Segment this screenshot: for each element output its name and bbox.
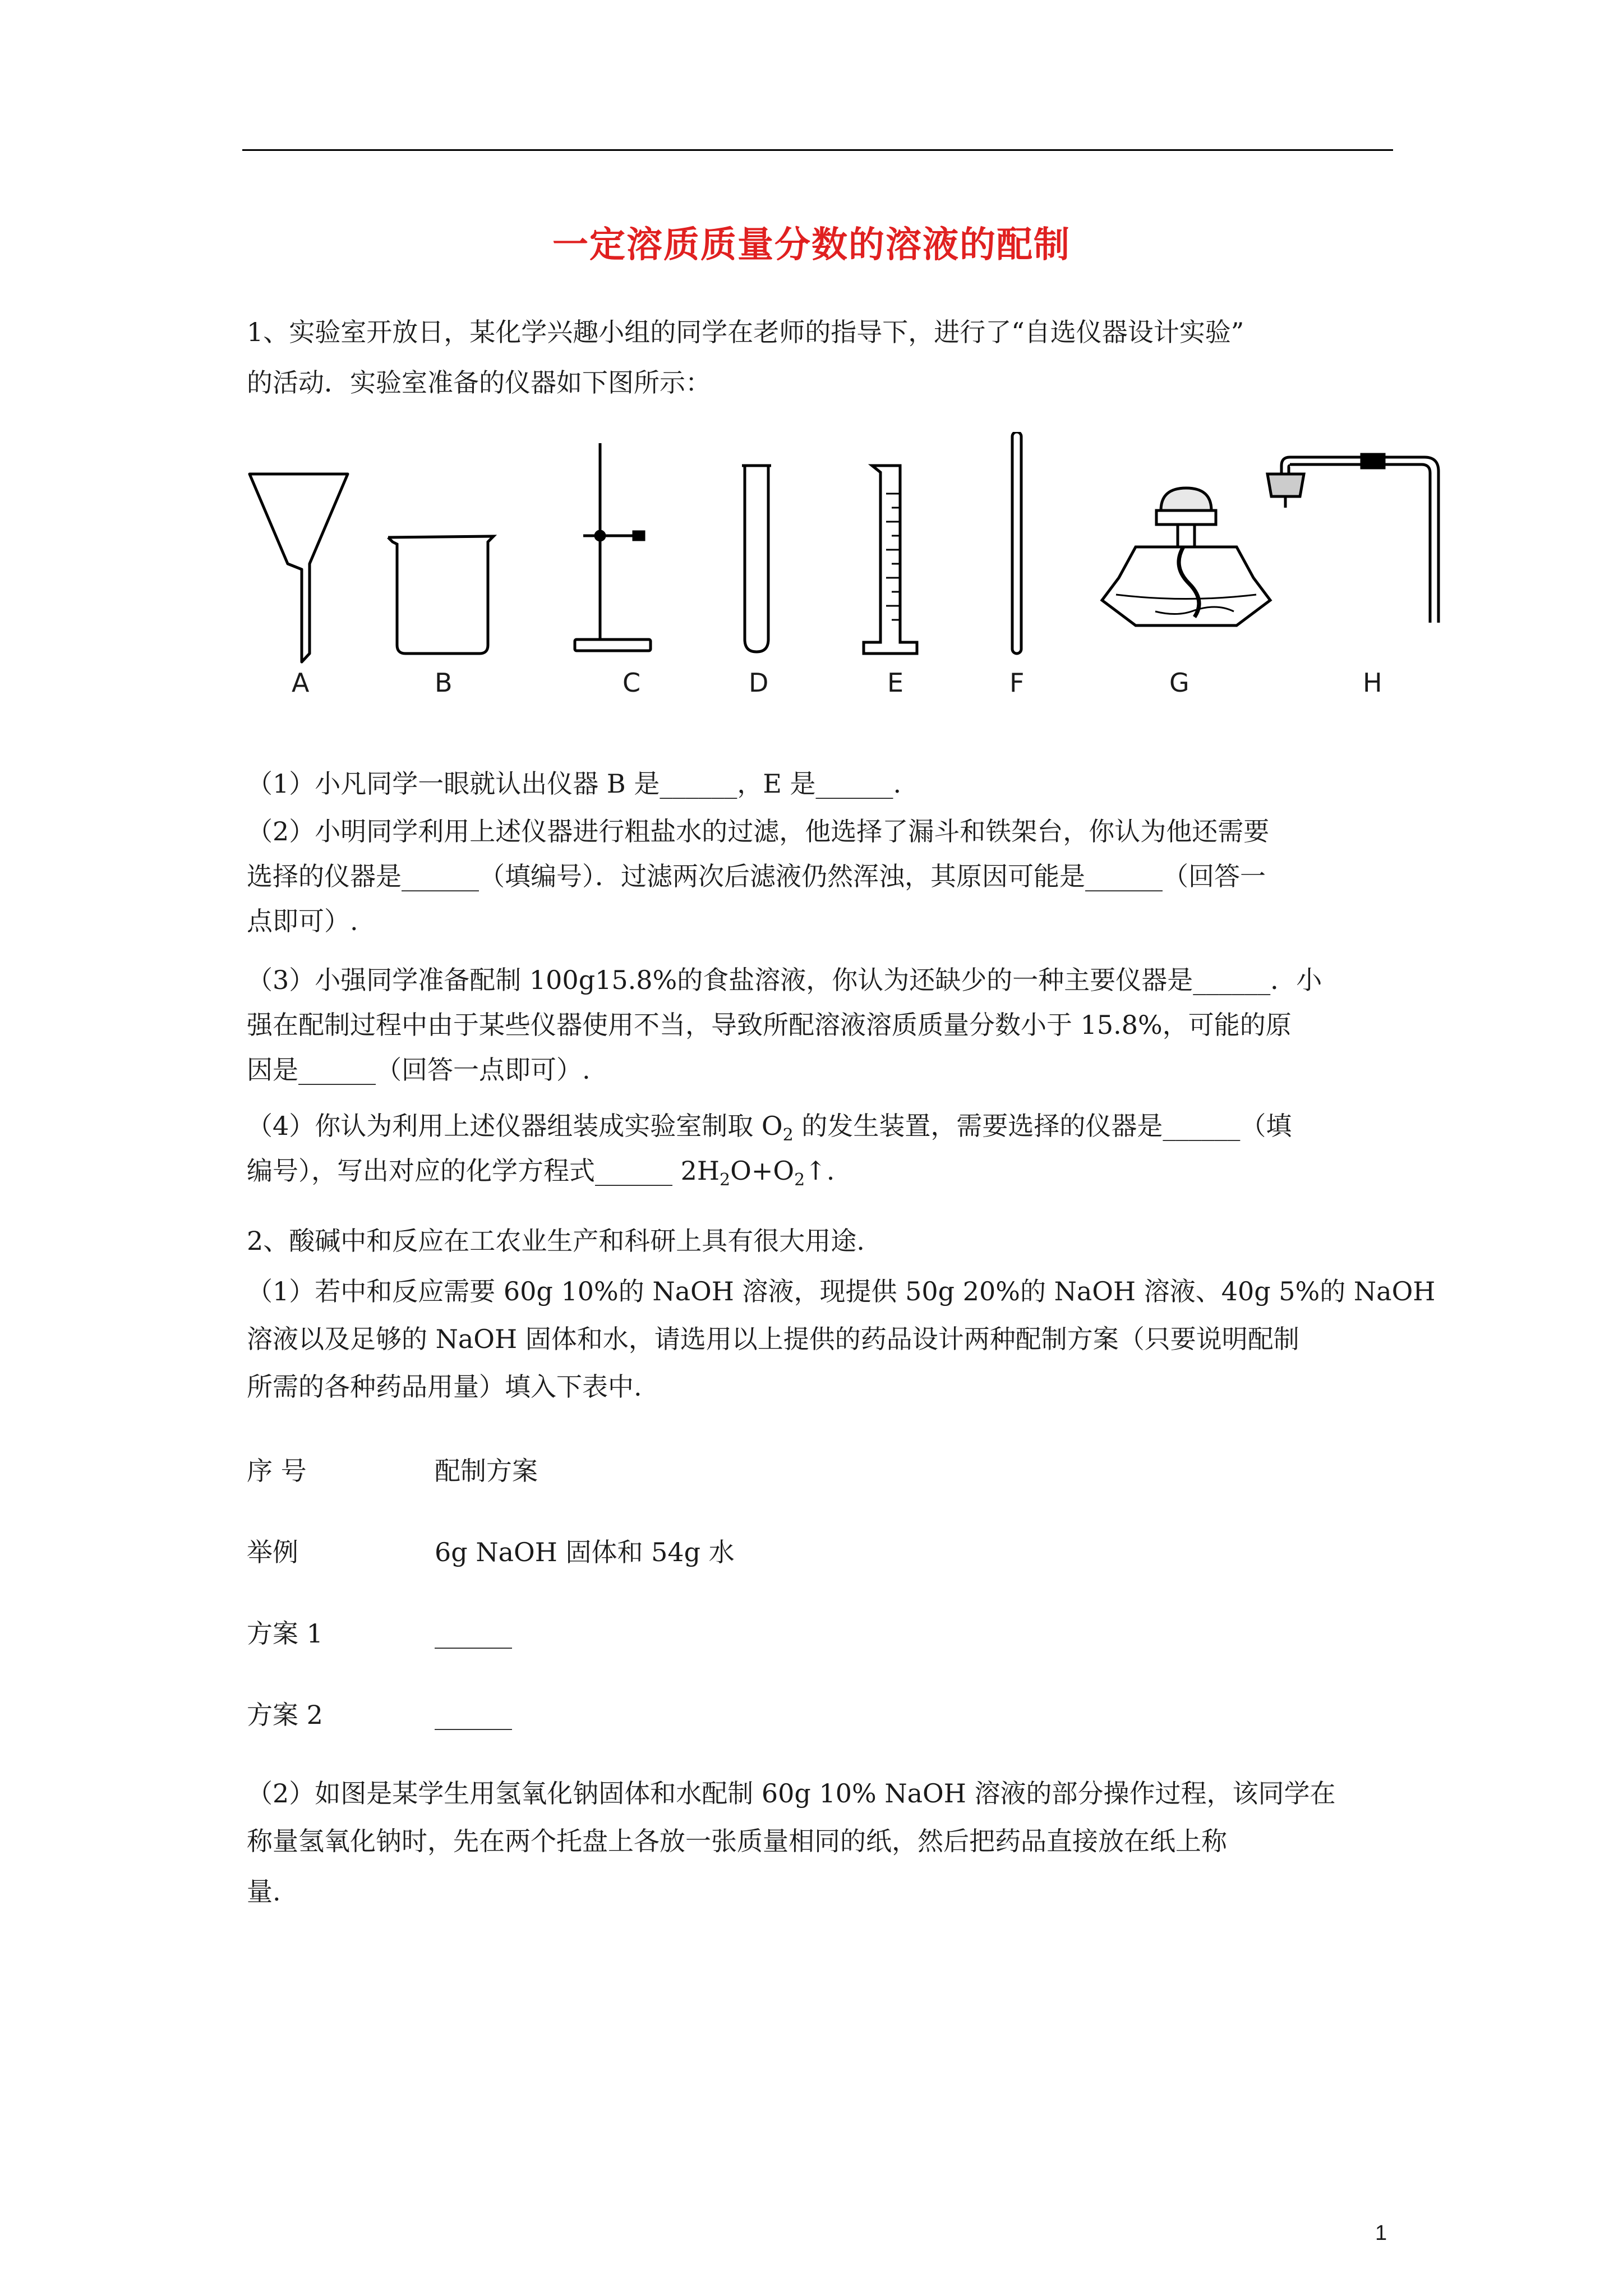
figure-label-c: C	[623, 668, 641, 698]
q1-intro-line1: 1、实验室开放日，某化学兴趣小组的同学在老师的指导下，进行了“自选仪器设计实验”	[247, 317, 1244, 347]
figure-label-f: F	[1009, 668, 1025, 698]
q1-part4-line2-c: ↑.	[805, 1156, 835, 1186]
table-row-plan: ______	[435, 1700, 512, 1730]
q1-part2-line1: （2）小明同学利用上述仪器进行粗盐水的过滤，他选择了漏斗和铁架台，你认为他还需要	[247, 816, 1270, 846]
q1-part2-line3: 点即可）.	[247, 906, 358, 936]
q1-intro-line2: 的活动．实验室准备的仪器如下图所示：	[247, 367, 711, 398]
funnel-icon	[250, 474, 348, 662]
q1-part4-line2	[247, 1153, 834, 1198]
q1-part2-line2: 选择的仪器是______（填编号）．过滤两次后滤液仍然浑浊，其原因可能是______（回答一	[247, 861, 1266, 891]
table-header-plan: 配制方案	[435, 1456, 538, 1486]
q1-part4-line1-a: （4）你认为利用上述仪器组装成实验室制取 O	[247, 1111, 783, 1141]
q2-part2-line3: 量.	[247, 1876, 281, 1907]
table-row-plan: 6g NaOH 固体和 54g 水	[435, 1537, 735, 1567]
test-tube-icon	[742, 466, 771, 652]
q2-part2-line1: （2）如图是某学生用氢氧化钠固体和水配制 60g 10% NaOH 溶液的部分操作过程，该同学在	[247, 1778, 1336, 1809]
apparatus-drawing	[241, 432, 1464, 724]
q2-part1-line3: 所需的各种药品用量）填入下表中.	[247, 1372, 642, 1402]
header-rule	[242, 149, 1393, 151]
q1-part4-line1-b: 的发生装置，需要选择的仪器是______（填	[793, 1111, 1292, 1141]
q1-part4-line1	[247, 1108, 1292, 1153]
document-title: 一定溶质质量分数的溶液的配制	[552, 224, 1071, 266]
alcohol-lamp-icon	[1102, 488, 1270, 625]
iron-stand-icon	[575, 443, 651, 651]
figure-label-a: A	[292, 668, 310, 698]
table-row-plan: ______	[435, 1618, 512, 1649]
figure-label-g: G	[1169, 668, 1189, 698]
q1-part3-line3: 因是______（回答一点即可）.	[247, 1055, 591, 1085]
figure-label-e: E	[887, 668, 904, 698]
beaker-icon	[388, 536, 494, 654]
q2-part1-line1: （1）若中和反应需要 60g 10%的 NaOH 溶液，现提供 50g 20%的 NaOH 溶液、40g 5%的 NaOH	[247, 1276, 1436, 1306]
q2-intro: 2、酸碱中和反应在工农业生产和科研上具有很大用途.	[247, 1226, 865, 1256]
q1-part3-line1: （3）小强同学准备配制 100g15.8%的食盐溶液，你认为还缺少的一种主要仪器是______．小	[247, 965, 1322, 995]
q1-part4-line2-a: 编号），写出对应的化学方程式______ 2H	[247, 1156, 720, 1186]
graduated-cylinder-icon	[864, 466, 917, 654]
table-row-label: 方案 2	[247, 1700, 323, 1730]
q2-part2-line2: 称量氢氧化钠时，先在两个托盘上各放一张质量相同的纸，然后把药品直接放在纸上称	[247, 1826, 1227, 1856]
apparatus-figure	[241, 432, 1464, 724]
table-row-label: 举例	[247, 1537, 298, 1567]
figure-label-b: B	[435, 668, 453, 698]
q2-part1-line2: 溶液以及足够的 NaOH 固体和水，请选用以上提供的药品设计两种配制方案（只要说明配制	[247, 1324, 1299, 1354]
table-header-number: 序 号	[247, 1456, 307, 1486]
q1-part1: （1）小凡同学一眼就认出仪器 B 是______，E 是______.	[247, 769, 902, 799]
subscript: 2	[794, 1170, 805, 1190]
stopper-tube-icon	[1267, 454, 1438, 623]
q1-part3-line2: 强在配制过程中由于某些仪器使用不当，导致所配溶液溶质质量分数小于 15.8%，可能的原	[247, 1010, 1292, 1040]
table-row-label: 方案 1	[247, 1618, 323, 1649]
glass-rod-icon	[1012, 432, 1021, 654]
subscript: 2	[782, 1125, 794, 1145]
subscript: 2	[720, 1170, 731, 1190]
figure-label-h: H	[1363, 668, 1382, 698]
page-number: 1	[1375, 2221, 1387, 2245]
q1-part4-line2-b: O+O	[730, 1156, 795, 1186]
figure-label-d: D	[749, 668, 769, 698]
